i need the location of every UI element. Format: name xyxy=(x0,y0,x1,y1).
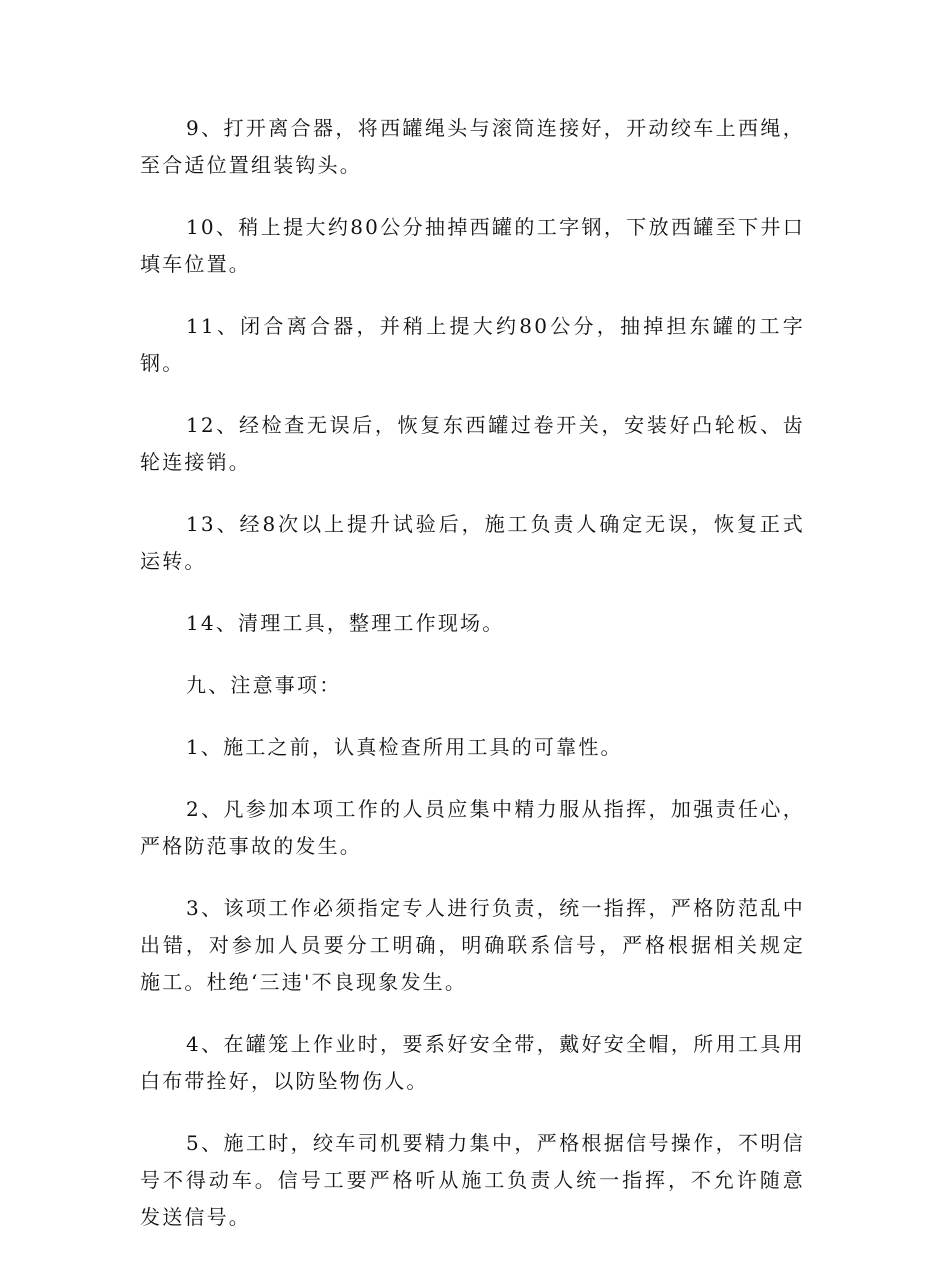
paragraph-precaution-2: 2、凡参加本项工作的人员应集中精力服从指挥，加强责任心，严格防范事故的发生。 xyxy=(140,797,805,858)
section-heading-precautions: 九、注意事项： xyxy=(186,673,342,697)
paragraph-step-9: 9、打开离合器，将西罐绳头与滚筒连接好，开动绞车上西绳，至合适位置组装钩头。 xyxy=(140,116,805,177)
paragraph-step-13: 13、经8次以上提升试验后，施工负责人确定无误，恢复正式运转。 xyxy=(140,512,805,573)
paragraph-precaution-4: 4、在罐笼上作业时，要系好安全带，戴好安全帽，所用工具用白布带拴好，以防坠物伤人。 xyxy=(140,1032,805,1093)
paragraph-precaution-5: 5、施工时，绞车司机要精力集中，严格根据信号操作，不明信号不得动车。信号工要严格听从施工负责人统一指挥，不允许随意发送信号。 xyxy=(140,1131,805,1229)
paragraph-step-11: 11、闭合离合器，并稍上提大约80公分，抽掉担东罐的工字钢。 xyxy=(140,314,805,375)
paragraph-precaution-3: 3、该项工作必须指定专人进行负责，统一指挥，严格防范乱中出错，对参加人员要分工明确，明确联系信号，严格根据相关规定施工。杜绝‘三违'不良现象发生。 xyxy=(140,896,805,994)
paragraph-step-14: 14、清理工具，整理工作现场。 xyxy=(186,611,505,635)
paragraph-precaution-1: 1、施工之前，认真检查所用工具的可靠性。 xyxy=(186,735,623,759)
paragraph-step-10: 10、稍上提大约80公分抽掉西罐的工字钢，下放西罐至下井口填车位置。 xyxy=(140,215,805,276)
paragraph-step-12: 12、经检查无误后，恢复东西罐过卷开关，安装好凸轮板、齿轮连接销。 xyxy=(140,413,805,474)
document-body xyxy=(140,110,805,1261)
